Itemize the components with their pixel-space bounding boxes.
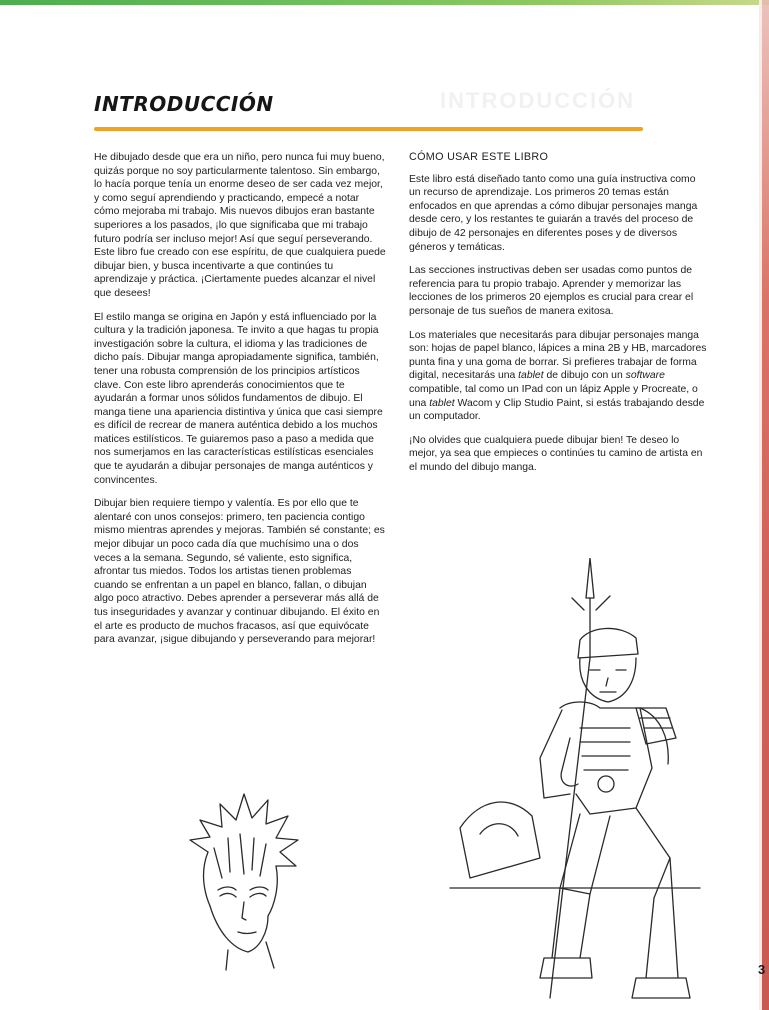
section-heading: CÓMO USAR ESTE LIBRO xyxy=(409,151,549,163)
intro-paragraph-2: El estilo manga se origina en Japón y está influenciado por la cultura y la tradición japonesa. Te invito a que hagas tu propia investigación sobre la cultura, el idioma y las tradiciones de dicho país. Dibujar manga apropiadamente significa, también, tener una robusta comprensión de los principios artísticos clave. Con este libro aprenderás conocimientos que te ayudarán a formar unos sólidos fundamentos de dibujo. El manga tiene una apariencia distintiva y única que casi siempre es difícil de recrear de manera auténtica debido a los muchos matices estilísticos. Te guiaremos paso a paso a medida que nos sumerjamos en las características estilísticas esenciales que te ayudarán a dibujar personajes de manga auténticos y convincentes. xyxy=(94,311,383,486)
title-underline xyxy=(94,127,643,131)
intro-paragraph-1: He dibujado desde que era un niño, pero nunca fui muy bueno, quizás porque no soy particularmente talentoso. Sin embargo, lo hacía porque tenía un enorme deseo de ser cada vez mejor, y como seguí aprendiendo y practicando, empecé a notar cómo mejoraba mi trabajo. Mis nuevos dibujos eran bastante superiores a los pasados, ¡lo que significaba que mi trabajo futuro podría ser incluso mejor! Así que seguí perseverando. Este libro fue creado con ese espíritu, de que cualquiera puede dibujar bien, y busca incentivarte a que continúes tu aprendizaje y práctica. ¡Ciertamente puedes alcanzar el nivel que desees! xyxy=(94,152,386,299)
samurai-sketch-icon xyxy=(440,558,705,1006)
usage-paragraph-2: Las secciones instructivas deben ser usadas como puntos de referencia para tu propio trabajo. Aprender y memorizar las lecciones de los primeros 20 ejemplos es crucial para crear el personaje de tus sueños de manera exitosa. xyxy=(409,265,694,317)
top-color-strip xyxy=(0,0,769,5)
page-title: INTRODUCCIÓN xyxy=(94,92,274,116)
intro-paragraph-3: Dibujar bien requiere tiempo y valentía. Es por ello que te alentaré con unos consejos: primero, ten paciencia contigo mismo mientras aprendes y mejoras. También sé constante; es mejor dibujar un poco cada día que muchísimo una o dos veces a la semana. Segundo, sé valiente, esto significa, afrontar tus miedos. Todos los artistas tienen problemas cuando se enfrentan a un papel en blanco, fallan, o dibujan algo poco atractivo. Debes aprender a perseverar más allá de tus inseguridades y avanzar y continuar dibujando. El éxito en el arte es producto de muchos fracasos, así que equivócate para avanzar, ¡sigue dibujando y perseverando para mejorar! xyxy=(94,498,385,646)
usage-paragraph-4: ¡No olvides que cualquiera puede dibujar bien! Te deseo lo mejor, ya sea que empieces o continúes tu camino de artista en el mundo del dibujo manga. xyxy=(409,434,703,473)
usage-paragraph-3: Los materiales que necesitarás para dibujar personajes manga son: hojas de papel blanco, lápices a mina 2B y HB, marcadores punta fina y una goma de borrar. Si prefieres trabajar de forma digital, necesitarás una tablet de dibujo con un software compatible, tal como un IPad con un lápiz Apple y Procreate, o una tablet Wacom y Clip Studio Paint, si estás trabajando desde un computador. xyxy=(409,329,707,423)
usage-paragraph-1: Este libro está diseñado tanto como una guía instructiva como un recurso de aprendizaje. Los primeros 20 temas están enfocados en que aprendas a cómo dibujar personajes manga desde cero, y los restantes te guiarán a través del proceso de dibujo de 42 personajes en diferentes poses y de diversos géneros y temáticas. xyxy=(409,173,698,253)
manga-head-sketch-icon xyxy=(170,782,310,972)
right-column xyxy=(409,151,709,484)
book-edge xyxy=(762,0,769,1010)
page-number: 3 xyxy=(758,962,766,977)
ghost-heading: INTRODUCCIÓN xyxy=(440,88,636,113)
left-column xyxy=(94,151,386,657)
